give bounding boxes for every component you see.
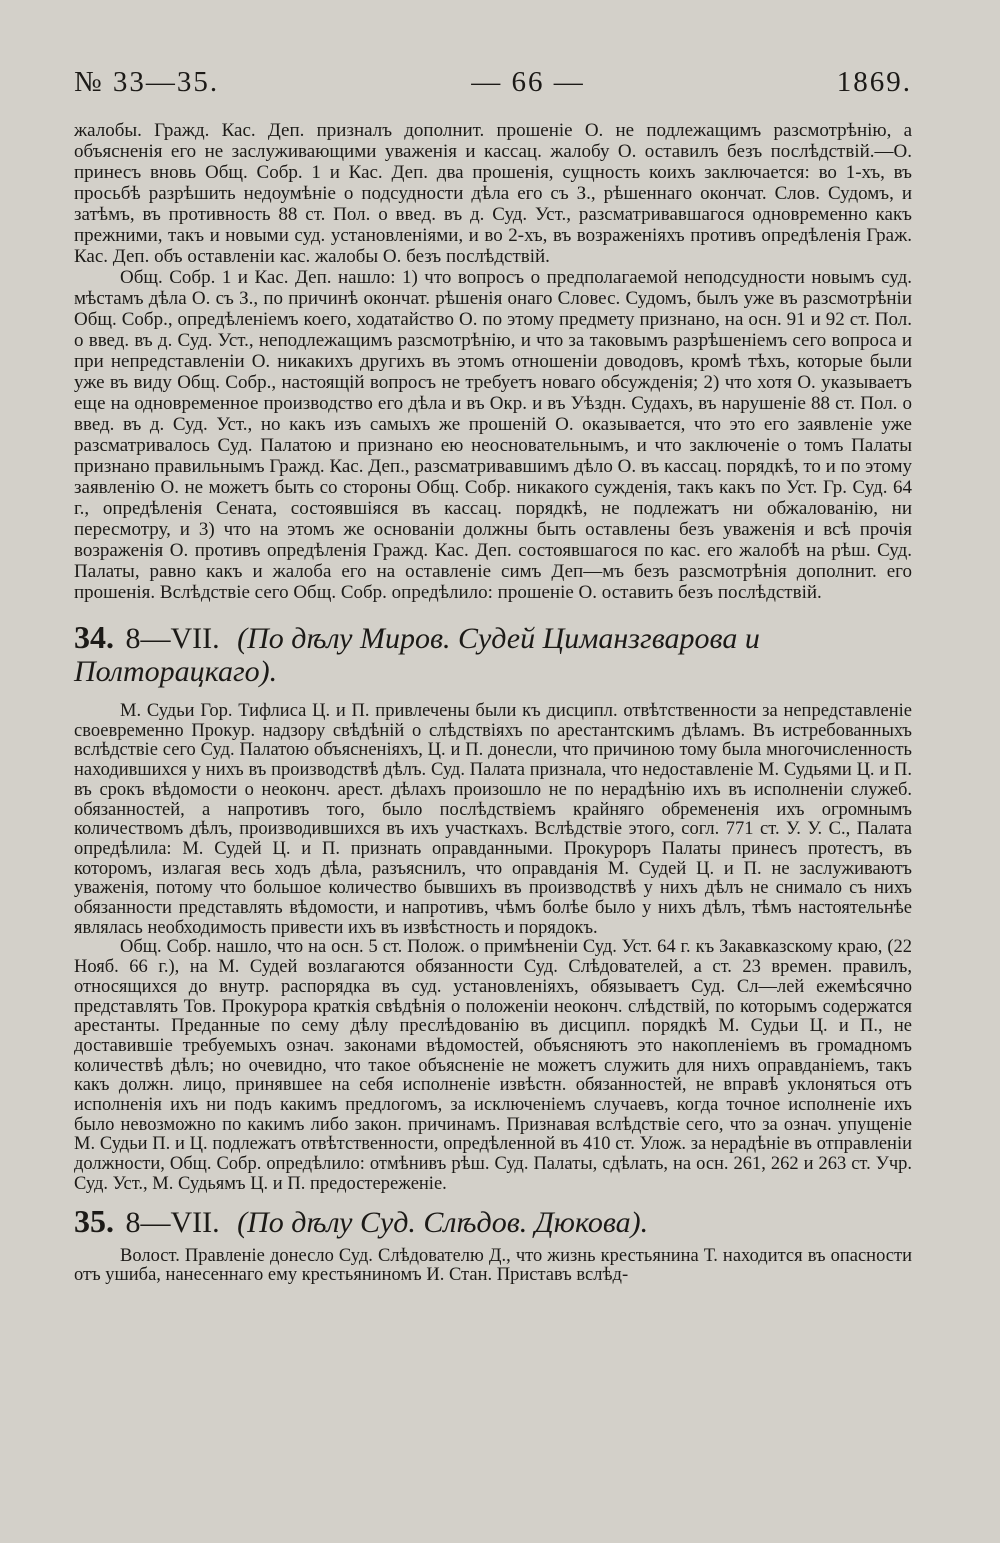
section-number: 35. <box>74 1202 114 1239</box>
issue-number: № 33—35. <box>74 66 220 98</box>
section-number: 34. <box>74 619 114 655</box>
section-35-heading <box>74 1202 912 1239</box>
paragraph: жалобы. Гражд. Кас. Деп. призналъ дополнит. прошеніе О. не подлежащимъ разсмотрѣнію, а объясненія его не заслуживающими уваженія и кассац. жалобу О. оставилъ безъ послѣдствій.—О. принесъ вновь Общ. Собр. 1 и Кас. Деп. два прошенія, сущность коихъ заключается: во 1-хъ, въ просьбѣ разрѣшить недоумѣніе о подсудности дѣла его съ З., рѣшеннаго окончат. Слов. Судомъ, и затѣмъ, въ противность 88 ст. Пол. о введ. въ д. Суд. Уст., разсматривавшагося одновременно какъ прежними, такъ и новыми суд. установленіями, и во 2-хъ, въ возраженіяхъ противъ опредѣленія Граж. Кас. Деп. объ оставленіи кас. жалобы О. безъ послѣдствій. <box>74 120 912 267</box>
section-date: 8—VII. <box>125 1205 220 1239</box>
section-title: (По дѣлу Суд. Слѣдов. Дюкова). <box>237 1205 649 1239</box>
section-date: 8—VII. <box>125 622 220 655</box>
section-title: (По дѣлу Миров. Судей Циманзгварова и Полторацкаго). <box>74 622 760 688</box>
top-text-block <box>74 120 912 603</box>
section-34-body <box>74 702 912 1195</box>
paragraph: Волост. Правленіе донесло Суд. Слѣдователю Д., что жизнь крестьянина Т. находится въ опасности отъ ушиба, нанесеннаго ему крестьяниномъ И. Стан. Приставъ вслѣд- <box>74 1245 912 1286</box>
section-35-body <box>74 1247 912 1286</box>
section-34-heading <box>74 621 912 688</box>
paragraph: Общ. Собр. нашло, что на осн. 5 ст. Полож. о примѣненіи Суд. Уст. 64 г. къ Закавказскому краю, (22 Нояб. 66 г.), на М. Судей возлагаются обязанности Суд. Слѣдователей, а ст. 23 времен. правилъ, относящихся до внутр. распорядка въ суд. установленіяхъ, обязываетъ Суд. Сл—лей ежемѣсячно представлять Тов. Прокурора краткія свѣдѣнія о положеніи неоконч. слѣдствій, по которымъ содержатся арестанты. Преданные по сему дѣлу преслѣдованію въ дисципл. порядкѣ М. Судьи Ц. и П., не доставившіе требуемыхъ означ. законами вѣдомостей, объясняютъ это накопленіемъ въ громадномъ количествѣ дѣлъ; но очевидно, что такое объясненіе не можетъ служить для нихъ оправданіемъ, такъ какъ должн. лицо, принявшее на себя исполненіе извѣстн. обязанностей, не вправѣ уклоняться отъ исполненія ихъ ни подъ какимъ предлогомъ, за исключеніемъ случаевъ, когда точное исполненіе ихъ было невозможно по какимъ либо закон. причинамъ. Признавая вслѣдствіе сего, что за означ. упущеніе М. Судьи П. и Ц. подлежатъ отвѣтственности, опредѣленной въ 410 ст. Улож. за нерадѣніе въ отправленіи должности, Общ. Собр. опредѣлило: отмѣнивъ рѣш. Суд. Палаты, сдѣлать, на осн. 261, 262 и 263 ст. Учр. Суд. Уст., М. Судьямъ Ц. и П. предостереженіе. <box>74 937 912 1194</box>
page-number: — 66 — <box>471 66 585 98</box>
year: 1869. <box>836 66 912 98</box>
paragraph: М. Судьи Гор. Тифлиса Ц. и П. привлечены были къ дисципл. отвѣтственности за непредставленіе своевременно Прокур. надзору свѣдѣній о слѣдствіяхъ по арестантскимъ дѣламъ. Въ истребованныхъ вслѣдствіе сего Суд. Палатою объясненіяхъ, Ц. и П. донесли, что причиною тому была многочисленность находившихся у нихъ въ производствѣ дѣлъ. Суд. Палата признала, что недоставленіе М. Судьями Ц. и П. въ срокъ вѣдомости о неоконч. арест. дѣлахъ произошло не по нерадѣнію ихъ въ исполненіи служеб. обязанностей, а напротивъ того, было послѣдствіемъ крайняго обремененія ихъ огромнымъ количествомъ дѣлъ, производившихся въ ихъ участкахъ. Вслѣдствіе этого, согл. 771 ст. У. У. С., Палата опредѣлила: М. Судей Ц. и П. признать оправданными. Прокуроръ Палаты принесъ протестъ, въ которомъ, излагая весь ходъ дѣла, разъяснилъ, что оправданія М. Судей Ц. и П. не заслуживаютъ уваженія, потому что большое количество бывшихъ въ производствѣ у нихъ дѣлъ не снимало съ нихъ обязанности представлять вѣдомости, и напротивъ, чѣмъ болѣе было у нихъ дѣлъ, тѣмъ настоятельнѣе являлась необходимость привести ихъ въ извѣстность и порядокъ. <box>74 701 912 938</box>
paragraph: Общ. Собр. 1 и Кас. Деп. нашло: 1) что вопросъ о предполагаемой неподсудности новымъ суд. мѣстамъ дѣла О. съ З., по причинѣ окончат. рѣшенія онаго Словес. Судомъ, былъ уже въ разсмотрѣніи Общ. Собр., опредѣленіемъ коего, ходатайство О. по этому предмету признано, на осн. 91 и 92 ст. Пол. о введ. въ д. Суд. Уст., неподлежащимъ разсмотрѣнію, и что за таковымъ разрѣшеніемъ сего вопроса и при непредставленіи О. никакихъ другихъ въ этомъ отношеніи доводовъ, кромѣ тѣхъ, которые были уже въ виду Общ. Собр., настоящій вопросъ не требуетъ новаго обсужденія; 2) что хотя О. указываетъ еще на одновременное производство его дѣла и въ Окр. и въ Уѣздн. Судахъ, въ нарушеніе 88 ст. Пол. о введ. въ д. Суд. Уст., но какъ изъ самыхъ же прошеній О. оказывается, что это его заявленіе уже разсматривалось Суд. Палатою и признано ею неосновательнымъ, и что заключеніе о томъ Палаты признано правильнымъ Гражд. Кас. Деп., разсматривавшимъ дѣло О. въ кассац. порядкѣ, то и по этому заявленію О. не можетъ быть со стороны Общ. Собр. никакого сужденія, такъ какъ по Уст. Гр. Суд. 64 г., опредѣленія Сената, состоявшіяся въ кассац. порядкѣ, не подлежатъ ни обжалованію, ни пересмотру, и 3) что на этомъ же основаніи должны быть оставлены безъ уваженія и всѣ прочія возраженія О. противъ опредѣленія Гражд. Кас. Деп. состоявшагося по кас. его жалобѣ на рѣш. Суд. Палаты, равно какъ и жалоба его на оставленіе симъ Деп—мъ безъ разсмотрѣнія дополнит. его прошенія. Вслѣдствіе сего Общ. Собр. опредѣлило: прошеніе О. оставить безъ послѣдствій. <box>74 267 912 603</box>
page-header <box>74 66 912 120</box>
